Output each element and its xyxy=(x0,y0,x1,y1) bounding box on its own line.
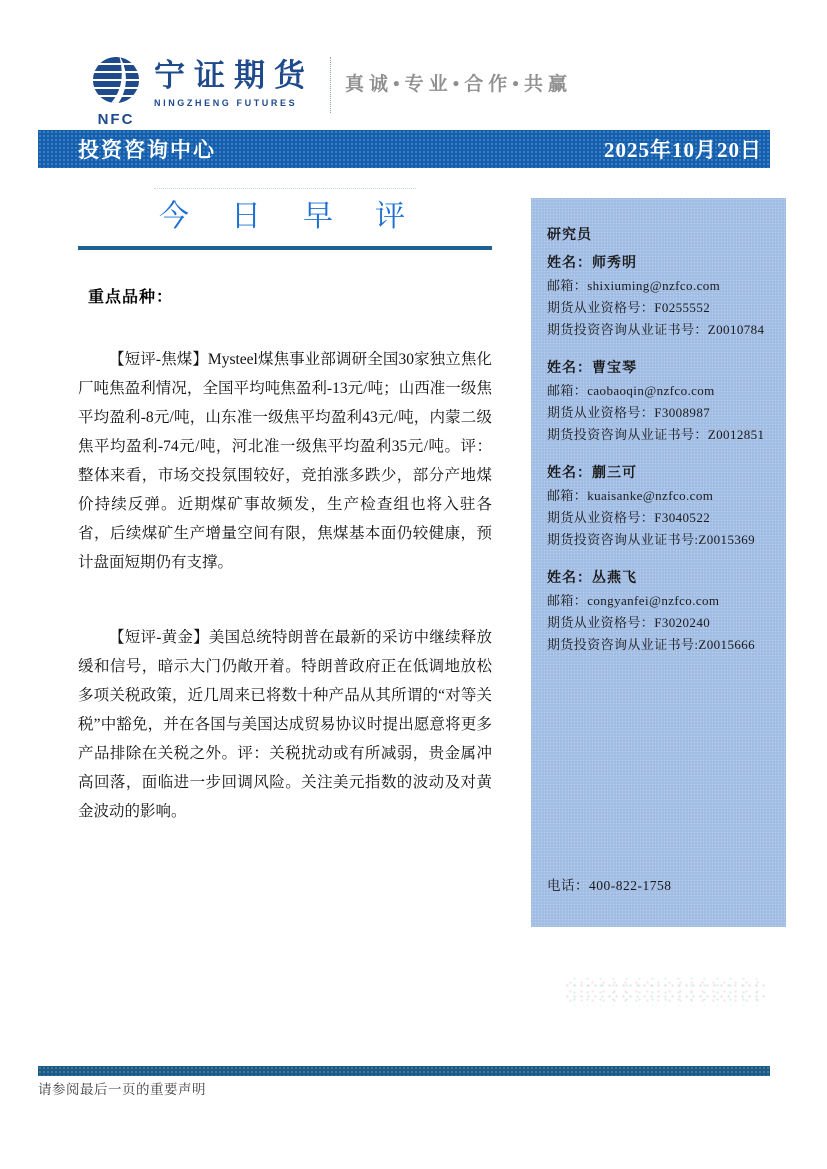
researcher-license: 期货从业资格号：F3020240 xyxy=(547,615,711,630)
watermark xyxy=(565,978,765,1006)
title-underline xyxy=(78,246,492,250)
company-name-cn: 宁证期货 xyxy=(154,58,314,93)
researcher-email: 邮箱：caobaoqin@nzfco.com xyxy=(547,383,715,398)
researcher-license: 期货从业资格号：F3040522 xyxy=(547,510,711,525)
title-dotted-border xyxy=(154,188,416,189)
logo-abbr: NFC xyxy=(97,111,135,128)
researcher-name: 姓名：师秀明 xyxy=(547,256,637,271)
researcher-license: 期货从业资格号：F3008987 xyxy=(547,405,711,420)
researcher-license: 期货从业资格号：F0255552 xyxy=(547,300,711,315)
researcher-block xyxy=(547,358,776,446)
sidebar-heading: 研究员 xyxy=(547,228,592,243)
researcher-email: 邮箱：congyanfei@nzfco.com xyxy=(547,593,720,608)
researcher-name: 姓名：蒯三可 xyxy=(547,466,637,481)
section-heading: 重点品种： xyxy=(88,289,174,306)
commentary-coking-coal: 【短评-焦煤】Mysteel煤焦事业部调研全国30家独立焦化厂吨焦盈利情况，全国平均吨焦盈利-13元/吨；山西准一级焦平均盈利-8元/吨，山东准一级焦平均盈利43元/吨，内蒙二级焦平均盈利-74元/吨，河北准一级焦平均盈利35元/吨。评：整体来看，市场交投氛围较好，竞拍涨多跌少，部分产地煤价持续反弹。近期煤矿事故频发，生产检查组也将入驻各省，后续煤矿生产增量空间有限，焦煤基本面仍较健康，预计盘面短期仍有支撑。 xyxy=(78,351,492,571)
page-title: 今 日 早 评 xyxy=(159,200,411,233)
researcher-cert: 期货投资咨询从业证书号:Z0015369 xyxy=(547,532,756,547)
header-bar xyxy=(38,130,770,168)
researcher-email: 邮箱：kuaisanke@nzfco.com xyxy=(547,488,714,503)
footer-disclaimer: 请参阅最后一页的重要声明 xyxy=(38,1082,206,1097)
researcher-block xyxy=(547,568,776,656)
commentary-gold: 【短评-黄金】美国总统特朗普在最新的采访中继续释放缓和信号，暗示大门仍敞开着。特朗普政府正在低调地放松多项关税政策，近几周来已将数十种产品从其所谓的“对等关税”中豁免，并在各国与美国达成贸易协议时提出愿意将更多产品排除在关税之外。评：关税扰动或有所减弱，贵金属冲高回落，面临进一步回调风险。关注美元指数的波动及对黄金波动的影响。 xyxy=(78,629,492,820)
logo-mark xyxy=(88,55,144,128)
researcher-cert: 期货投资咨询从业证书号：Z0010784 xyxy=(547,322,765,337)
researcher-cert: 期货投资咨询从业证书号：Z0012851 xyxy=(547,427,765,442)
logo-divider xyxy=(330,57,331,113)
researcher-cert: 期货投资咨询从业证书号:Z0015666 xyxy=(547,637,756,652)
researcher-email: 邮箱：shixiuming@nzfco.com xyxy=(547,278,721,293)
department-title: 投资咨询中心 xyxy=(78,138,216,162)
globe-icon xyxy=(91,55,141,110)
report-date: 2025年10月20日 xyxy=(604,138,762,162)
main-content xyxy=(78,188,492,826)
contact-phone: 电话：400-822-1758 xyxy=(547,878,672,893)
footer-rule xyxy=(38,1066,770,1076)
company-logo xyxy=(88,55,572,128)
researcher-block xyxy=(547,253,776,341)
logo-names xyxy=(154,55,314,108)
researcher-sidebar xyxy=(531,198,786,927)
researcher-name: 姓名：曹宝琴 xyxy=(547,361,637,376)
researcher-name: 姓名：丛燕飞 xyxy=(547,571,637,586)
researcher-block xyxy=(547,463,776,551)
company-name-en: NINGZHENG FUTURES xyxy=(154,98,298,109)
company-slogan: 真诚•专业•合作•共赢 xyxy=(345,74,572,95)
